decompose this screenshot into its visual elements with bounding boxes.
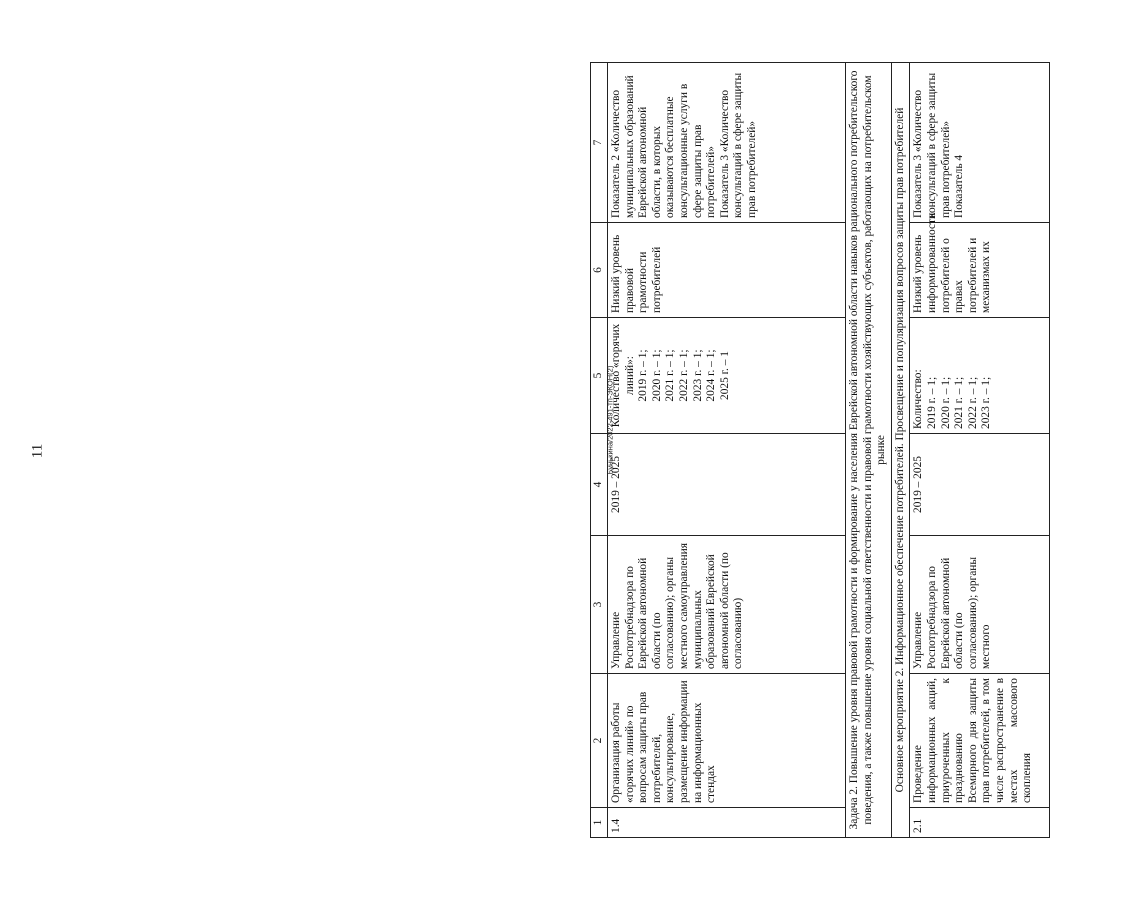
activity-cell: Проведение информационных акций, приуроченных к празднованию Всемирного дня защиты прав потребителей, в том числе распространение в местах массового скопления <box>910 674 1050 808</box>
header-cell: 2 <box>591 674 608 808</box>
header-cell: 1 <box>591 808 608 838</box>
row-number: 1.4 <box>608 808 846 838</box>
task-row <box>846 63 892 838</box>
header-cell: 7 <box>591 63 608 223</box>
linked-indicator-cell: Показатель 3 «Количество консультаций в сфере защиты прав потребителей» Показатель 4 <box>910 63 1050 223</box>
risk-cell: Низкий уровень правовой грамотности потребителей <box>608 223 846 318</box>
document-code: Бунькина/2022-491-тп-ЭКОН(2) <box>605 365 615 475</box>
rotated-page-content <box>590 63 1129 838</box>
program-table <box>590 62 1050 838</box>
risk-cell: Низкий уровень информированности потребителей о правах потребителей и механизмах их <box>910 223 1050 318</box>
header-cell: 5 <box>591 318 608 434</box>
page-number: 11 <box>29 443 46 459</box>
table-row <box>608 63 846 838</box>
header-cell: 3 <box>591 536 608 674</box>
executor-cell: Управление Роспотребнадзора по Еврейской автономной области (по согласованию); органы местного <box>910 536 1050 674</box>
header-cell: 4 <box>591 434 608 536</box>
indicator-cell: Количество: 2019 г. – 1; 2020 г. – 1; 2021 г. – 1; 2022 г. – 1; 2023 г. – 1; <box>910 318 1050 434</box>
main-event-heading: Основное мероприятие 2. Информационное обеспечение потребителей. Просвещение и популяризация вопросов защиты прав потребителей <box>891 63 910 838</box>
header-cell: 6 <box>591 223 608 318</box>
indicator-cell: Количество «горячих линий»: 2019 г. – 1; 2020 г. – 1; 2021 г. – 1; 2022 г. – 1; 2023 г. – 1; 2024 г. – 1; 2025 г. – 1 <box>608 318 846 434</box>
main-event-row <box>891 63 910 838</box>
executor-cell: Управление Роспотребнадзора по Еврейской автономной области (по согласованию); органы местного самоуправления муниципальных образований Еврейской автономной области (по согласованию) <box>608 536 846 674</box>
table-header-row <box>591 63 608 838</box>
period-cell: 2019 – 2025 <box>910 434 1050 536</box>
period-cell: 2019 – 2025 <box>608 434 846 536</box>
row-number: 2.1 <box>910 808 1050 838</box>
activity-cell: Организация работы «горячих линий» по вопросам защиты прав потребителей, консультирование, размещение информации на информационных стендах <box>608 674 846 808</box>
table-row <box>910 63 1050 838</box>
linked-indicator-cell: Показатель 2 «Количество муниципальных образований Еврейской автономной области, в которых оказываются бесплатные консультационные услуги в сфере защиты прав потребителей» Показатель 3 «Количество консультаций в сфере защиты прав потребителей» <box>608 63 846 223</box>
task-heading: Задача 2. Повышение уровня правовой грамотности и формирование у населения Еврейской автономной области навыков рационального потребительского поведения, а также повышение уровня социальной ответственности и правовой грамотности хозяйствующих субъектов, работающих на потребительском рынке <box>846 63 892 838</box>
